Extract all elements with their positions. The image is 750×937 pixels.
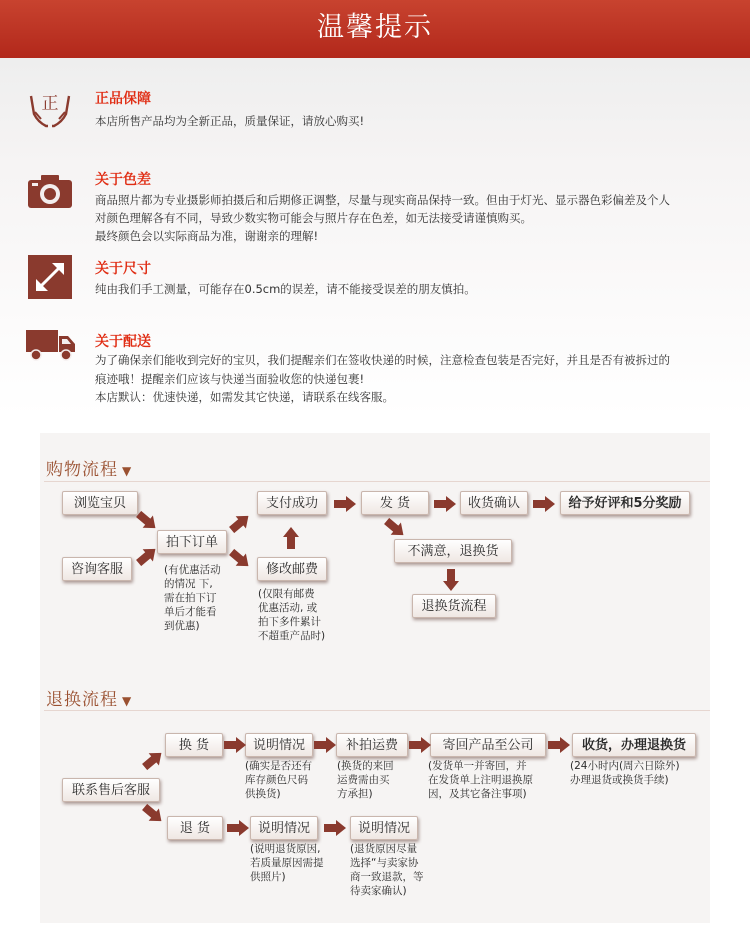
shipping-fee-step: 补拍运费 xyxy=(336,733,408,757)
delivery-truck-icon xyxy=(26,328,76,376)
explain-step: 说明情况 xyxy=(245,733,313,757)
refund-reason-note: (退货原因尽量 选择“与卖家协 商一致退款，等 待卖家确认) xyxy=(350,843,424,897)
arrow-icon xyxy=(443,569,459,591)
browse-step: 浏览宝贝 xyxy=(62,491,138,515)
camera-icon xyxy=(26,168,74,216)
shipping-fee-note: (换货的来回 运费需由买 方承担) xyxy=(337,760,394,800)
order-step: 拍下订单 xyxy=(157,530,227,554)
order-note: (有优惠活动 的情况 下, 需在拍下订 单后才能看 到优惠) xyxy=(164,564,221,632)
notice-text: 本店所售产品均为全新正品，质量保证，请放心购买! xyxy=(95,114,365,128)
refund-explain-step-2: 说明情况 xyxy=(350,816,418,840)
shopping-flow-heading xyxy=(46,455,132,480)
notice-text: 商品照片都为专业摄影师拍摄后和后期修正调整，尽量与现实商品保持一致。但由于灯光、显示器色彩偏差及个人 xyxy=(95,193,670,207)
banner-title: 温馨提示 xyxy=(0,0,750,58)
consult-step: 咨询客服 xyxy=(62,557,132,581)
return-flow-step: 退换货流程 xyxy=(412,594,496,618)
arrow-icon xyxy=(533,496,555,512)
notice-text: 纯由我们手工测量，可能存在0.5cm的误差，请不能接受误差的朋友慎拍。 xyxy=(95,282,476,296)
heading-text: 购物流程 xyxy=(46,460,118,480)
arrow-icon xyxy=(324,820,346,836)
genuine-hands-icon xyxy=(26,84,74,132)
refund-step: 退 货 xyxy=(167,816,223,840)
arrow-icon xyxy=(409,737,431,753)
review-step: 给予好评和5分奖励 xyxy=(560,491,690,515)
notice-text: 为了确保亲们能收到完好的宝贝，我们提醒亲们在签收快递的时候，注意检查包装是否完好，并且是否有被拆过的 xyxy=(95,353,670,367)
notice-text: 痕迹哦！提醒亲们应该与快递当面验收您的快递包裹! xyxy=(95,372,365,386)
arrow-icon xyxy=(314,737,336,753)
notice-title: 关于配送 xyxy=(95,334,151,350)
notice-text: 对颜色理解各有不同，导致少数实物可能会与照片存在色差，如无法接受请谨慎购买。 xyxy=(95,211,532,225)
exchange-explain-note: (确实是否还有 库存颜色尺码 供换货) xyxy=(245,760,313,800)
divider xyxy=(44,481,710,482)
ship-step: 发 货 xyxy=(361,491,429,515)
arrow-icon xyxy=(334,496,356,512)
arrow-icon xyxy=(283,527,299,549)
arrow-icon xyxy=(434,496,456,512)
confirm-step: 收货确认 xyxy=(460,491,528,515)
svg-text:正: 正 xyxy=(41,94,59,114)
arrow-icon xyxy=(227,820,249,836)
send-back-note: (发货单一并寄回，并 在发货单上注明退换原 因，及其它备注事项) xyxy=(428,760,533,800)
send-back-step: 寄回产品至公司 xyxy=(430,733,546,757)
receive-note: (24小时内(周六日除外) 办理退货或换货手续) xyxy=(570,760,680,786)
notice-text: 本店默认：优速快递，如需发其它快递，请联系在线客服。 xyxy=(95,390,394,404)
triangle-down-icon: ▼ xyxy=(122,464,133,478)
refund-explain-note: (说明退货原因, 若质量原因需提 供照片) xyxy=(250,843,324,883)
resize-arrow-icon xyxy=(26,253,74,301)
refund-explain-step: 说明情况 xyxy=(250,816,318,840)
modify-postage-step: 修改邮费 xyxy=(257,557,327,581)
notice-title: 关于尺寸 xyxy=(95,261,151,277)
heading-text: 退换流程 xyxy=(46,690,118,710)
contact-service-step: 联系售后客服 xyxy=(62,778,160,802)
arrow-icon xyxy=(548,737,570,753)
triangle-down-icon: ▼ xyxy=(122,694,133,708)
receive-step: 收货，办理退换货 xyxy=(572,733,696,757)
returns-flow-heading xyxy=(46,685,132,710)
notice-title: 关于色差 xyxy=(95,172,151,188)
notice-text: 最终颜色会以实际商品为准，谢谢亲的理解! xyxy=(95,229,319,243)
unsatisfied-step: 不满意，退换货 xyxy=(394,539,512,563)
notice-title: 正品保障 xyxy=(95,91,151,107)
divider xyxy=(44,710,710,711)
arrow-icon xyxy=(224,737,246,753)
pay-step: 支付成功 xyxy=(257,491,327,515)
exchange-step: 换 货 xyxy=(165,733,223,757)
postage-note: (仅限有邮费 优惠活动, 或 拍下多件累计 不超重产品时) xyxy=(258,588,326,642)
